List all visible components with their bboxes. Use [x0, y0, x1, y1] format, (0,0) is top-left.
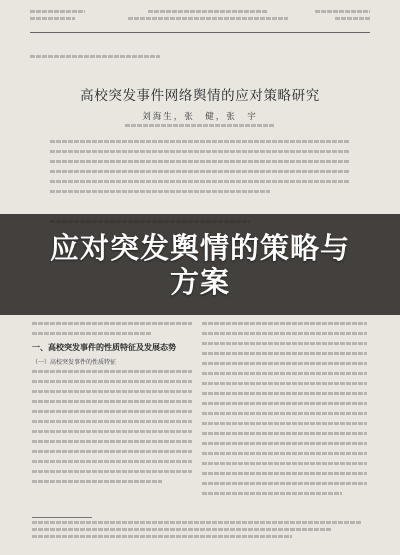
header-left: [30, 10, 110, 20]
banner-title: 应对突发舆情的策略与方案: [49, 230, 350, 299]
header-rule: [30, 32, 370, 33]
body-column-right: [202, 322, 362, 502]
affiliation: [30, 124, 370, 127]
header-center: [125, 10, 290, 20]
body-column-left: [32, 322, 192, 490]
paper-authors: 刘海生，张 健，张 宇: [142, 112, 258, 122]
footnote-rule: [32, 517, 92, 518]
paper-title: 高校突发事件网络舆情的应对策略研究: [80, 88, 320, 104]
footnote-block: [32, 521, 372, 538]
title-banner: [0, 214, 400, 315]
header-right: [300, 10, 370, 20]
section-heading: 一、高校突发事件的性质特征及发展态势: [32, 342, 176, 352]
abstract-block: [50, 140, 350, 200]
article-number: [30, 55, 230, 58]
subsection-heading: （一）高校突发事件的性质特征: [32, 359, 117, 366]
